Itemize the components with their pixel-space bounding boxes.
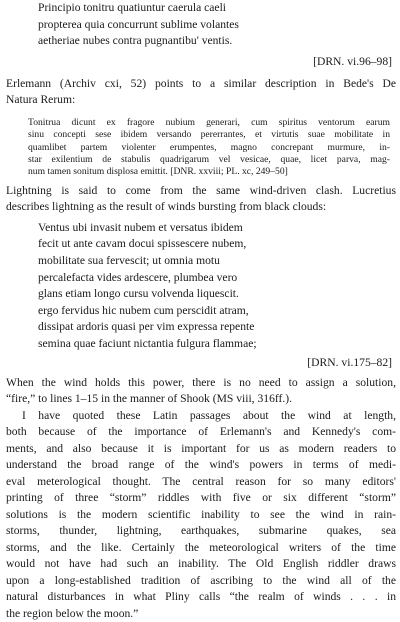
- text-line: When the wind holds this power, there is no need to assign a solution,: [6, 375, 396, 389]
- text-line: natural disturbances in what Pliny calls “the realm of winds . . . in: [6, 590, 396, 604]
- text-line: “fire,” to lines 1–15 in the manner of Shook (MS viii, 316ff.).: [6, 392, 293, 406]
- text-line: eval meterological thought. The central reason for so many editors': [6, 474, 396, 488]
- verse-line: percalefacta vides ardescere, plumbea vero: [38, 270, 238, 284]
- verse-line: ergo fervidus hic nubem cum perscidit atram,: [38, 303, 249, 317]
- verse-line: glans etiam longo cursu volvenda liquescit.: [38, 287, 239, 301]
- text-line: upon a long-established tradition of ascribing to the wind all of the: [6, 573, 396, 587]
- quote-line: sinu concepti sese ibidem versando pererrantes, et virtutis suae mobilitate in: [28, 129, 390, 141]
- citation-drn-96-98: [DRN. vi.96–98]: [313, 54, 392, 68]
- text-line: describes lightning as the result of winds bursting from black clouds:: [6, 200, 327, 214]
- text-line: Lightning is said to come from the same wind-driven clash. Lucretius: [6, 183, 396, 197]
- paragraph-latin-passages: [6, 408, 396, 622]
- text-line: storms, thunder, lightning, earthquakes, submarine quakes, sea: [6, 524, 396, 538]
- paragraph-erlemann: [6, 76, 396, 109]
- verse-line: Ventus ubi invasit nubem et versatus ibidem: [38, 220, 243, 234]
- text-line: storms, and the like. Certainly the meteorological writers of the time: [6, 540, 396, 554]
- verse-line: Principio tonitru quatiuntur caerula caeli: [38, 1, 227, 14]
- text-line: both because of the importance of Erlemann's and Kennedy's com-: [6, 425, 396, 439]
- quote-line: quamlibet partem violenter erumpentes, magno concrepant murmure, in-: [28, 141, 390, 153]
- paragraph-lightning: [6, 183, 396, 216]
- verse-line: mobilitate sua fervescit; ut omnia motu: [38, 254, 220, 267]
- quote-line: star exilentium de stabulis quadrigarum vel vesicae, quae, licet parva, mag-: [28, 154, 390, 165]
- text-line: I have quoted these Latin passages about the wind at length,: [22, 408, 396, 422]
- text-line: understand the broad range of the wind's powers in terms of medi-: [6, 458, 396, 472]
- verse-line: aetheriae nubes contra pugnantibu' ventis.: [38, 34, 233, 48]
- verse-line: dissipat ardoris quasi per vim expressa repente: [38, 320, 255, 334]
- text-line: Erlemann (Archiv cxi, 52) points to a similar description in Bede's De: [6, 76, 396, 90]
- quote-line: num tamen sonitum displosa emittit. [DNR. xxviii; PL. xc, 249–50]: [28, 166, 288, 178]
- verse-line: semina quae faciunt nictantia fulgura flammae;: [38, 336, 257, 350]
- lucretius-verse-thunder: [6, 0, 396, 50]
- citation-drn-175-82: [DRN. vi.175–82]: [307, 355, 392, 369]
- lucretius-verse-lightning: [6, 220, 396, 353]
- text-line: ments, and also because it is important for us as modern readers to: [6, 441, 396, 455]
- verse-line: propterea quia concurrunt sublime volantes: [38, 17, 239, 31]
- text-line: the region below the moon.”: [6, 606, 139, 620]
- quote-line: Tonitrua dicunt ex fragore nubium generari, cum spiritus ventorum earum: [28, 116, 390, 128]
- text-line: solutions is the modern scientific inability to see the wind in rain-: [6, 507, 396, 521]
- text-line: printing of three “storm” riddles with five or six different “storm”: [6, 491, 396, 505]
- bede-quotation: [28, 117, 390, 179]
- paragraph-wind-power: [6, 375, 396, 408]
- verse-line: fecit ut ante cavam docui spissescere nubem,: [38, 237, 247, 251]
- text-line: Natura Rerum:: [6, 93, 76, 107]
- text-line: would not have had such an inability. The Old English riddler draws: [6, 557, 396, 571]
